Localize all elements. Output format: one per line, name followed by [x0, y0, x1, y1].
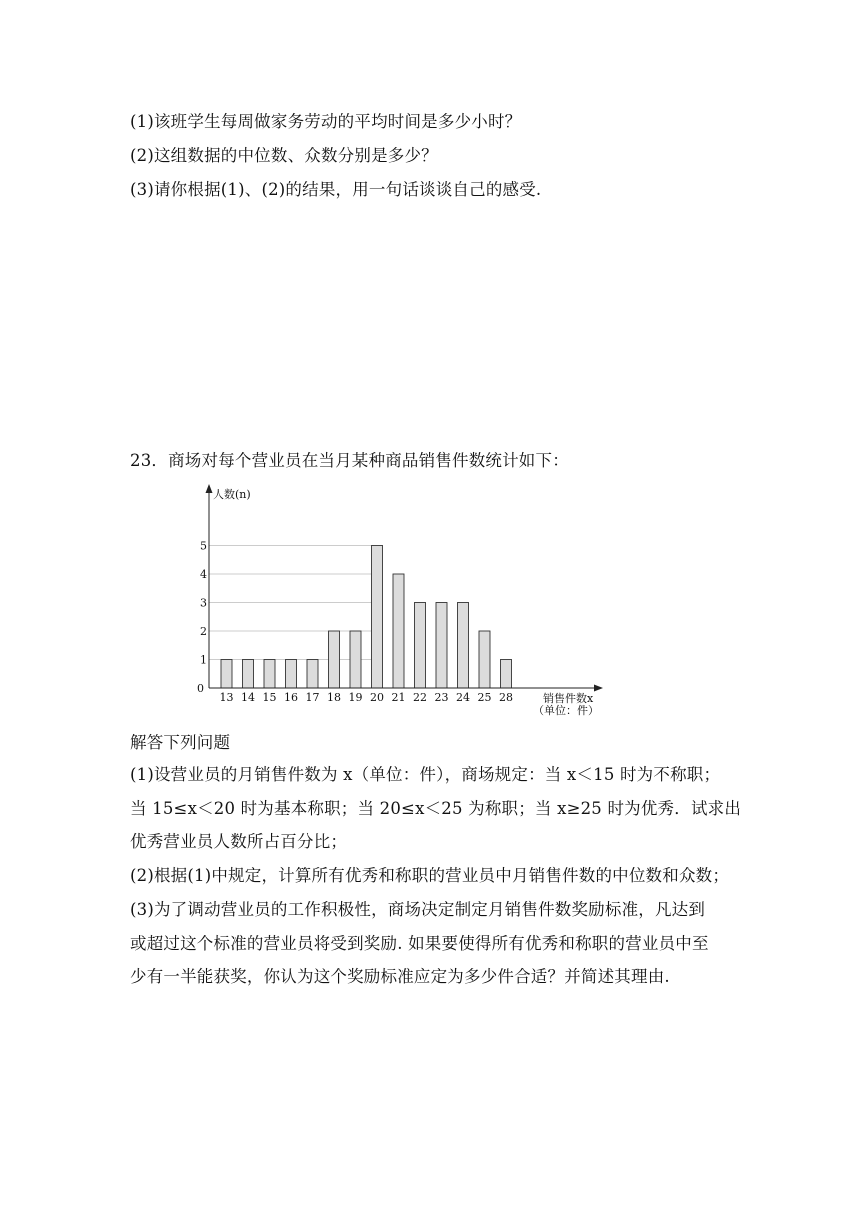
bar-14	[243, 660, 254, 689]
bar-23	[436, 603, 447, 689]
x-tick-label: 20	[370, 691, 384, 704]
q23-part3-line3: 少有一半能获奖，你认为这个奖励标准应定为多少件合适？并简述其理由.	[130, 967, 670, 986]
y-tick-label: 0	[197, 682, 204, 695]
bar-22	[415, 603, 426, 689]
x-tick-label: 21	[391, 691, 406, 704]
bar-21	[393, 574, 404, 688]
bar-24	[458, 603, 469, 689]
x-tick-label: 24	[456, 691, 470, 704]
bar-18	[329, 631, 340, 688]
y-axis-arrow	[206, 484, 213, 493]
bar-13	[221, 660, 232, 689]
x-tick-label: 22	[413, 691, 427, 704]
y-tick-label: 5	[200, 539, 207, 553]
q23-stem: 23．商场对每个营业员在当月某种商品销售件数统计如下：	[130, 451, 569, 470]
bar-20	[372, 546, 383, 689]
y-tick-labels	[197, 540, 207, 696]
q22-part1: (1)该班学生每周做家务劳动的平均时间是多少小时？	[130, 112, 522, 131]
x-tick-labels	[220, 691, 514, 704]
y-tick-label: 2	[200, 625, 207, 638]
q23-part1-line1: (1)设营业员的月销售件数为 x（单位：件），商场规定：当 x＜15 时为不称职；	[130, 765, 721, 784]
chart-bars	[221, 546, 512, 689]
y-tick-label: 3	[200, 596, 207, 610]
bar-28	[501, 660, 512, 689]
x-axis-unit: （单位：件）	[533, 704, 599, 717]
x-tick-label: 17	[305, 691, 320, 704]
bar-19	[350, 631, 361, 688]
bar-16	[286, 660, 297, 689]
q23-intro: 解答下列问题	[130, 733, 231, 752]
q23-part1-line2: 当 15≤x＜20 时为基本称职；当 20≤x＜25 为称职；当 x≥25 时为优秀．试求出	[130, 799, 742, 818]
x-tick-label: 28	[499, 691, 513, 704]
x-tick-label: 15	[262, 691, 277, 704]
q23-part3-line1: (3)为了调动营业员的工作积极性，商场决定制定月销售件数奖励标准，凡达到	[130, 900, 706, 919]
q23-part3-line2: 或超过这个标准的营业员将受到奖励. 如果要使得所有优秀和称职的营业员中至	[130, 934, 709, 953]
x-tick-label: 19	[348, 691, 363, 704]
y-tick-label: 4	[200, 568, 207, 581]
x-axis-label: 销售件数x	[543, 692, 594, 705]
x-tick-label: 23	[434, 691, 449, 704]
x-axis-arrow	[594, 685, 603, 692]
x-tick-label: 16	[284, 691, 298, 704]
q22-part2: (2)这组数据的中位数、众数分别是多少？	[130, 146, 438, 165]
bar-25	[479, 631, 490, 688]
sales-bar-chart	[195, 480, 625, 720]
x-tick-label: 18	[327, 691, 341, 704]
x-tick-label: 25	[477, 691, 492, 704]
q23-part2: (2)根据(1)中规定，计算所有优秀和称职的营业员中月销售件数的中位数和众数；	[130, 866, 730, 885]
y-axis-label: 人数(n)	[213, 488, 251, 501]
q23-part1-line3: 优秀营业员人数所占百分比；	[130, 832, 348, 851]
chart-gridlines	[209, 546, 374, 660]
x-tick-label: 14	[241, 691, 255, 704]
bar-17	[307, 660, 318, 689]
bar-15	[264, 660, 275, 689]
x-tick-label: 13	[219, 691, 234, 704]
y-tick-label: 1	[200, 653, 207, 667]
q22-part3: (3)请你根据(1)、(2)的结果，用一句话谈谈自己的感受.	[130, 180, 542, 199]
